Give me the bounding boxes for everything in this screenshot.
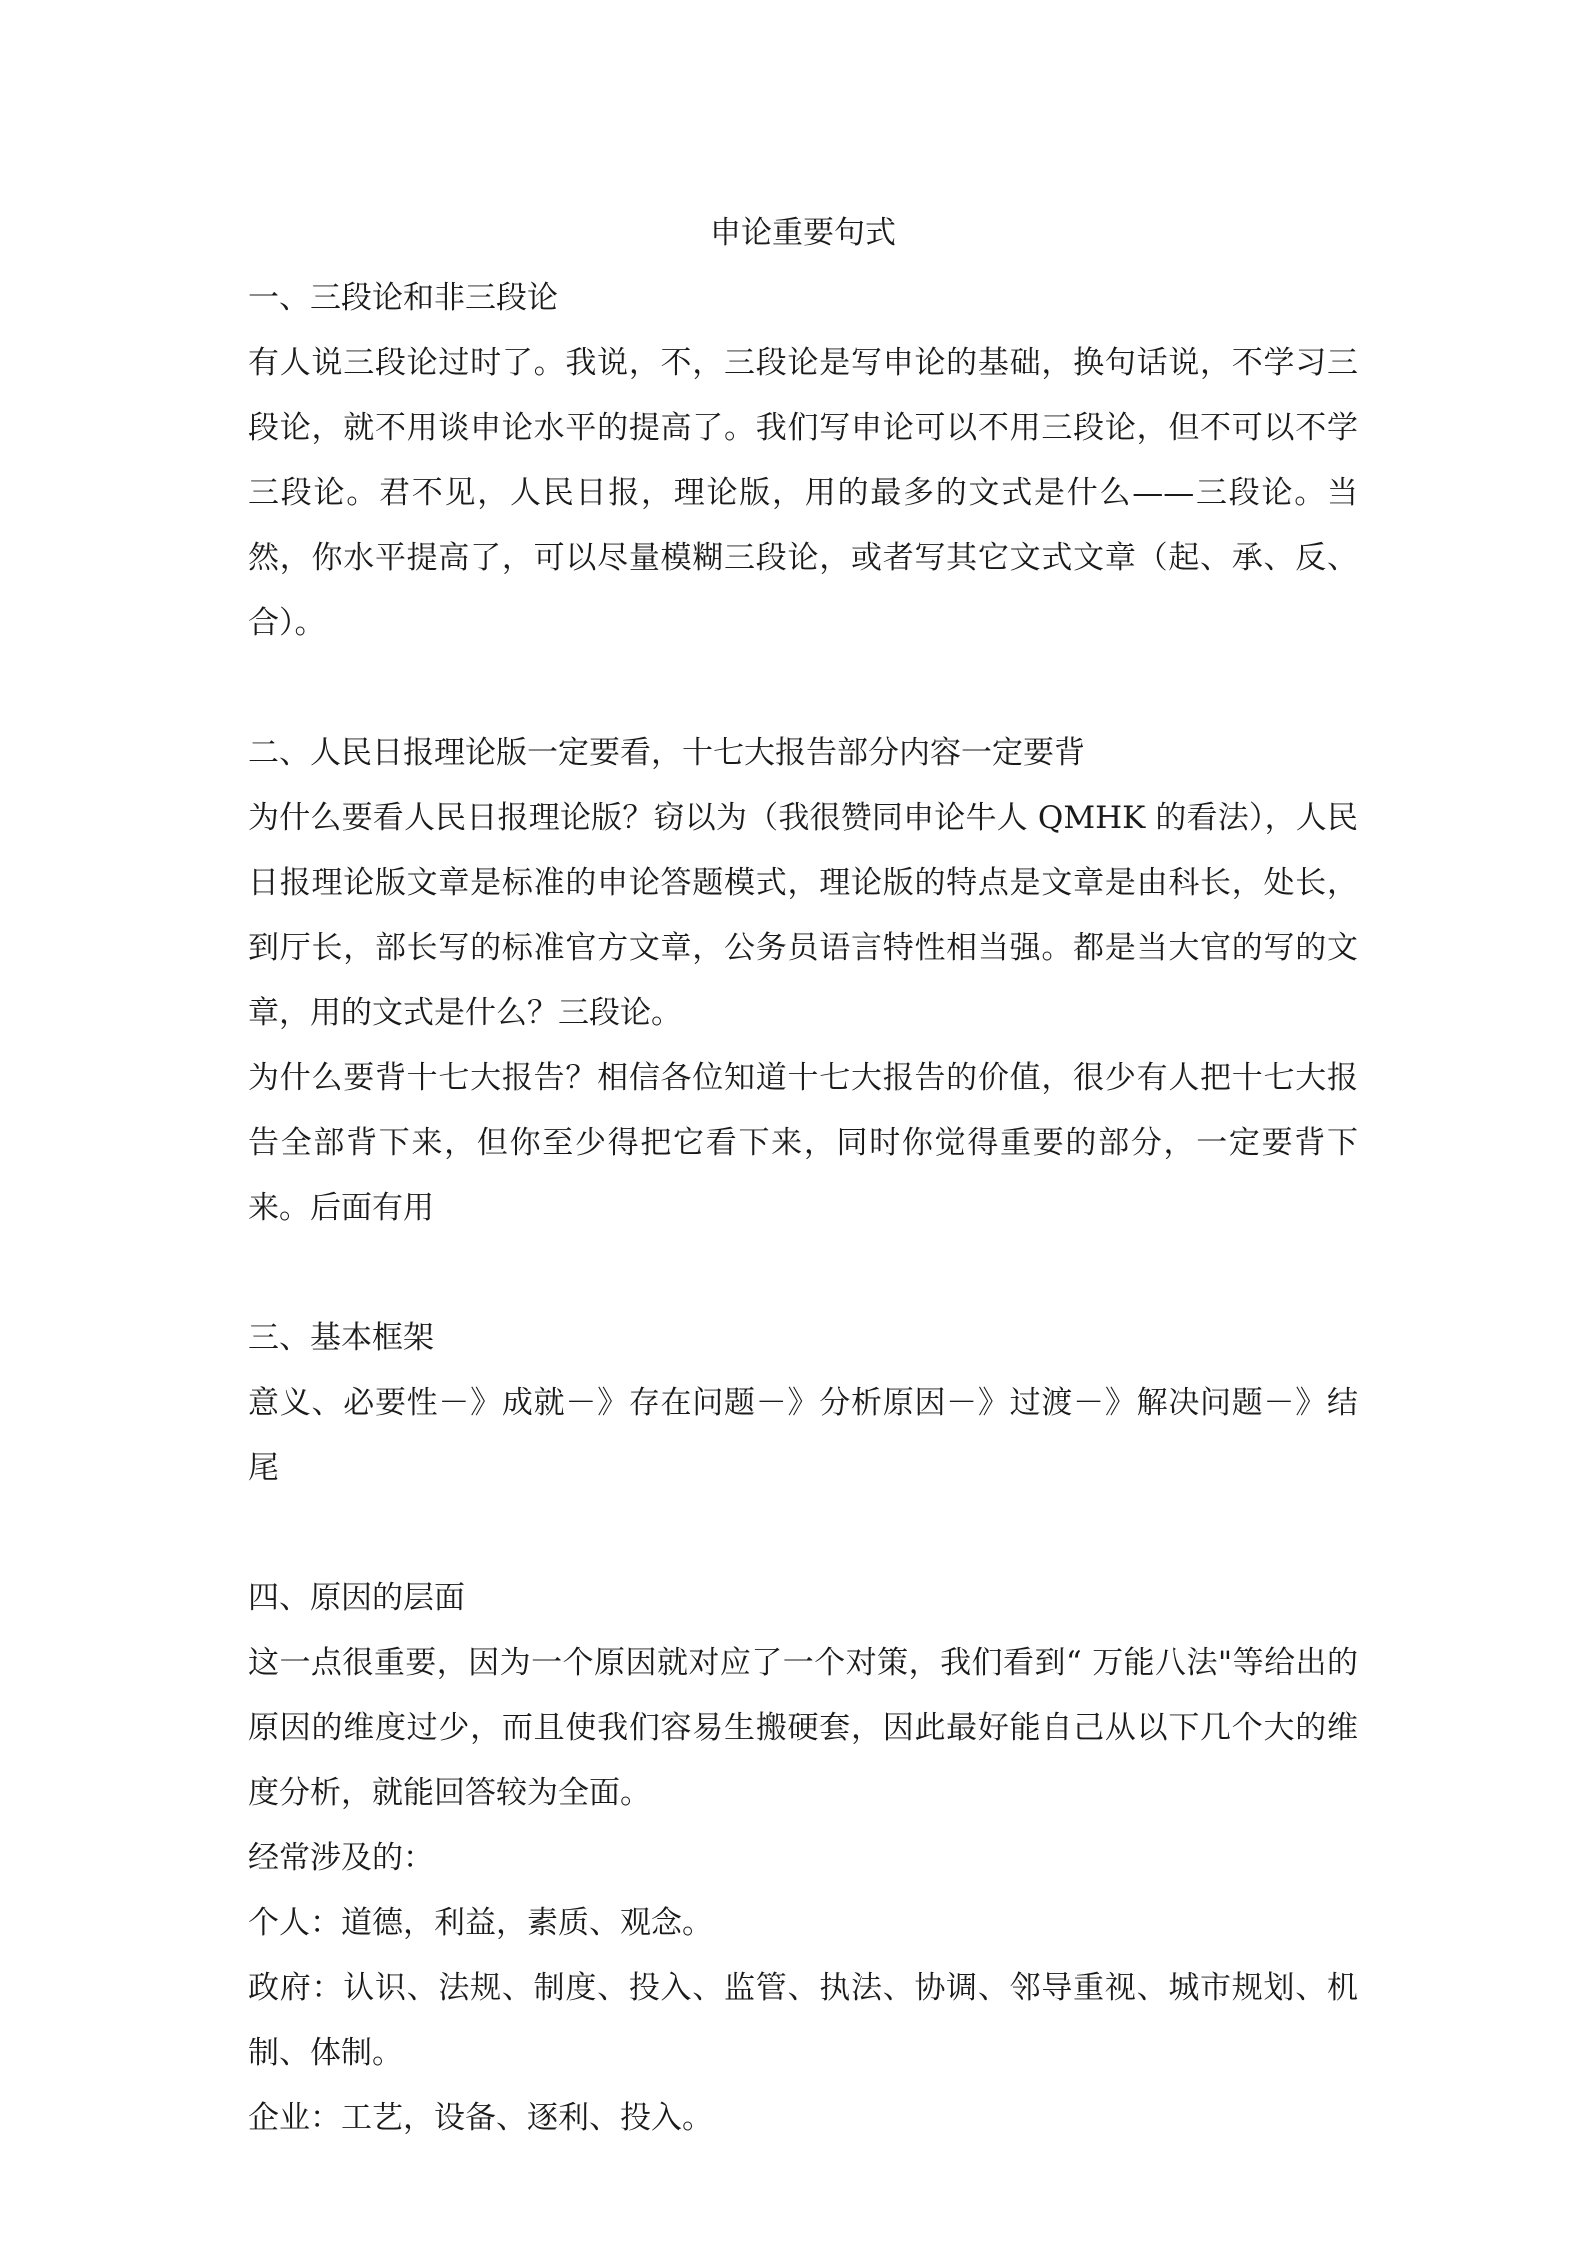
section-heading-2: 二、人民日报理论版一定要看，十七大报告部分内容一定要背 xyxy=(248,735,1085,771)
section-2-paragraph-1: 为什么要看人民日报理论版？窃以为（我很赞同申论牛人 QMHK 的看法），人民日报理论版文章是标准的申论答题模式，理论版的特点是文章是由科长，处长，到厅长，部长写的标准官方文章，公务员语言特性相当强。都是当大官的写的文章，用的文式是什么？三段论。 xyxy=(248,800,1358,1031)
section-heading-3: 三、基本框架 xyxy=(248,1320,434,1356)
section-heading-4: 四、原因的层面 xyxy=(248,1580,465,1616)
section-4-paragraph-4: 政府：认识、法规、制度、投入、监管、执法、协调、邻导重视、城市规划、机制、体制。 xyxy=(248,1970,1358,2071)
document-page xyxy=(248,200,1358,2151)
document-title: 申论重要句式 xyxy=(710,215,896,251)
section-1-paragraph-1: 有人说三段论过时了。我说，不，三段论是写申论的基础，换句话说，不学习三段论，就不用谈申论水平的提高了。我们写申论可以不用三段论，但不可以不学三段论。君不见，人民日报，理论版，用的最多的文式是什么——三段论。当然，你水平提高了，可以尽量模糊三段论，或者写其它文式文章（起、承、反、合）。 xyxy=(248,345,1358,641)
section-4-paragraph-3: 个人：道德，利益，素质、观念。 xyxy=(248,1905,713,1941)
section-heading-1: 一、三段论和非三段论 xyxy=(248,280,558,316)
section-4-paragraph-1: 这一点很重要，因为一个原因就对应了一个对策，我们看到“ 万能八法"等给出的原因的维度过少，而且使我们容易生搬硬套，因此最好能自己从以下几个大的维度分析，就能回答较为全面。 xyxy=(248,1645,1358,1811)
section-spacer xyxy=(248,1501,1358,1566)
section-3-paragraph-1: 意义、必要性－》成就－》存在问题－》分析原因－》过渡－》解决问题－》结尾 xyxy=(248,1385,1358,1486)
section-2-paragraph-2: 为什么要背十七大报告？相信各位知道十七大报告的价值，很少有人把十七大报告全部背下来，但你至少得把它看下来，同时你觉得重要的部分，一定要背下来。后面有用 xyxy=(248,1060,1358,1226)
section-spacer xyxy=(248,656,1358,721)
section-spacer xyxy=(248,1241,1358,1306)
section-4-paragraph-2: 经常涉及的： xyxy=(248,1840,434,1876)
section-4-paragraph-5: 企业：工艺，设备、逐利、投入。 xyxy=(248,2100,713,2136)
